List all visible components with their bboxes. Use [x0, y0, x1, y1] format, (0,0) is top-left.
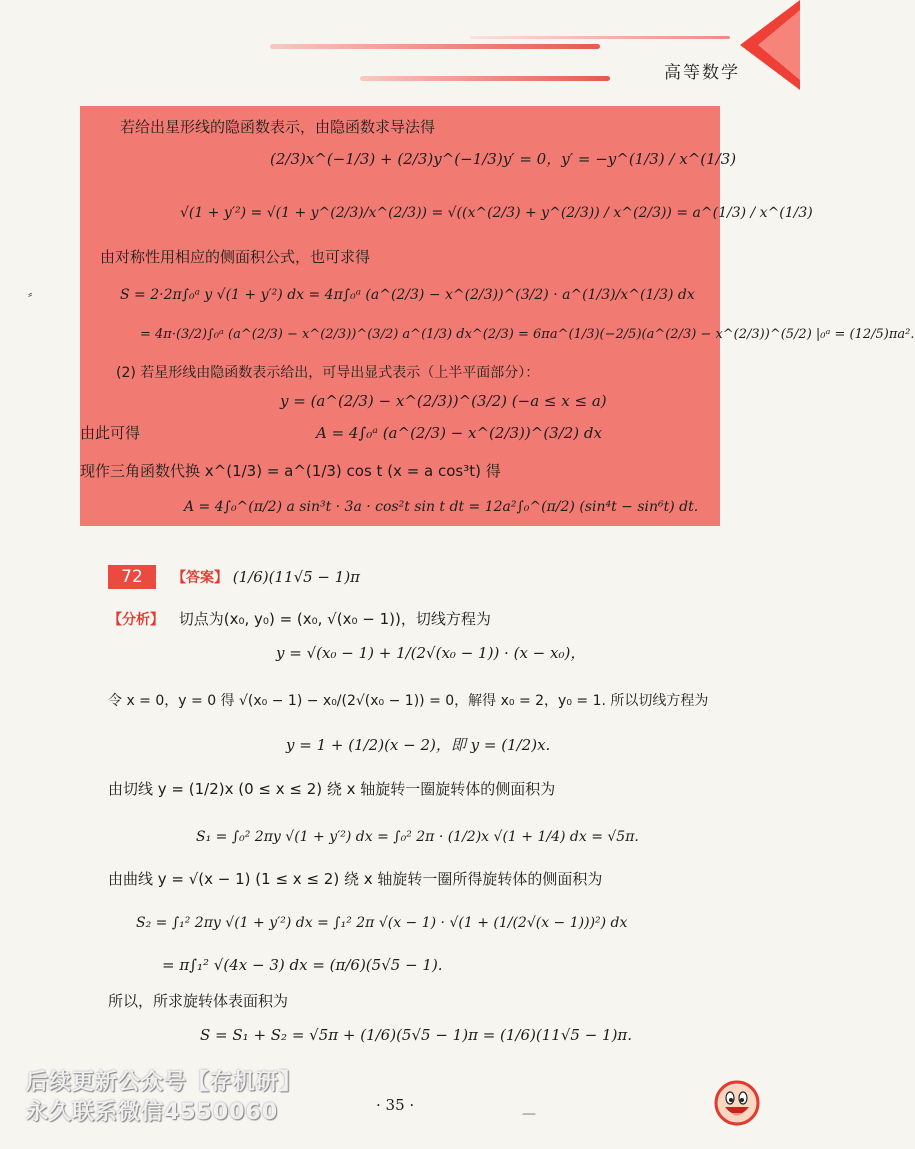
text-line: 由对称性用相应的侧面积公式，也可求得	[100, 248, 371, 266]
solution-box	[80, 106, 915, 526]
equation: y = √(x₀ − 1) + 1/(2√(x₀ − 1)) · (x − x₀)，	[276, 644, 586, 662]
equation: S = 2·2π∫₀ᵃ y √(1 + y′²) dx = 4π∫₀ᵃ (a^(2/3) − x^(2/3))^(3/2) · a^(1/3)/x^(1/3) dx	[120, 287, 695, 303]
margin-mark: ⸗	[28, 287, 33, 302]
text-line: 令 x = 0，y = 0 得 √(x₀ − 1) − x₀/(2√(x₀ − 1)) = 0，解得 x₀ = 2，y₀ = 1. 所以切线方程为	[108, 693, 709, 709]
header-decor-line	[270, 44, 600, 49]
text-line: 现作三角函数代换 x^(1/3) = a^(1/3) cos t (x = a cos³t) 得	[80, 462, 501, 480]
watermark	[26, 1068, 302, 1128]
equation: A = 4∫₀ᵃ (a^(2/3) − x^(2/3))^(3/2) dx	[316, 424, 602, 442]
analysis-row	[108, 608, 491, 631]
header-decor-line	[470, 36, 730, 39]
header-decor-line	[360, 76, 610, 81]
equation: y = 1 + (1/2)(x − 2)，即 y = (1/2)x.	[286, 736, 551, 754]
equation: A = 4∫₀^(π/2) a sin³t · 3a · cos²t sin t dt = 12a²∫₀^(π/2) (sin⁴t − sin⁶t) dt.	[184, 499, 699, 515]
text-line: 若给出星形线的隐函数表示，由隐函数求导法得	[120, 118, 436, 136]
equation: = π∫₁² √(4x − 3) dx = (π/6)(5√5 − 1).	[162, 956, 443, 974]
watermark-line: 后续更新公众号【存机研】	[26, 1070, 303, 1095]
answer-label: 【答案】	[172, 570, 228, 586]
equation: (2/3)x^(−1/3) + (2/3)y^(−1/3)y′ = 0，y′ = −y^(1/3) / x^(1/3)	[270, 150, 737, 168]
equation: S₂ = ∫₁² 2πy √(1 + y′²) dx = ∫₁² 2π √(x − 1) · √(1 + (1/(2√(x − 1)))²) dx	[136, 915, 628, 931]
page-number: · 35 ·	[376, 1096, 415, 1114]
text-line: 所以，所求旋转体表面积为	[108, 992, 289, 1010]
equation: S = S₁ + S₂ = √5π + (1/6)(5√5 − 1)π = (1/6)(11√5 − 1)π.	[200, 1026, 633, 1044]
text-line: 由切线 y = (1/2)x (0 ≤ x ≤ 2) 绕 x 轴旋转一圈旋转体的侧面积为	[108, 780, 556, 798]
analysis-label: 【分析】	[108, 612, 164, 628]
answer-value: (1/6)(11√5 − 1)π	[232, 568, 361, 586]
watermark-line: 永久联系微信4550060	[26, 1100, 279, 1125]
text-line: 由此可得	[80, 424, 141, 442]
text-line: (2) 若星形线由隐函数表示给出，可导出显式表示（上半平面部分）：	[116, 365, 540, 381]
equation: S₁ = ∫₀² 2πy √(1 + y′²) dx = ∫₀² 2π · (1/2)x √(1 + 1/4) dx = √5π.	[196, 829, 639, 845]
answer-row	[172, 566, 360, 589]
smiley-mascot-icon	[712, 1078, 762, 1128]
equation: y = (a^(2/3) − x^(2/3))^(3/2) (−a ≤ x ≤ a)	[280, 392, 607, 410]
footer-mark: —	[522, 1106, 536, 1122]
question-number: 72	[108, 565, 156, 589]
text-line: 切点为(x₀, y₀) = (x₀, √(x₀ − 1))，切线方程为	[178, 610, 491, 628]
text-line: 由曲线 y = √(x − 1) (1 ≤ x ≤ 2) 绕 x 轴旋转一圈所得旋转体的侧面积为	[108, 870, 603, 888]
book-title: 高等数学	[664, 63, 740, 83]
equation: = 4π·(3/2)∫₀ᵃ (a^(2/3) − x^(2/3))^(3/2) a^(1/3) dx^(2/3) = 6πa^(1/3)(−2/5)(a^(2/3) − x^(2/3))^(5/2) |₀ᵃ = (12/5)πa².	[140, 327, 915, 342]
equation: √(1 + y′²) = √(1 + y^(2/3)/x^(2/3)) = √((x^(2/3) + y^(2/3)) / x^(2/3)) = a^(1/3) / x^(1/3)	[180, 205, 813, 221]
